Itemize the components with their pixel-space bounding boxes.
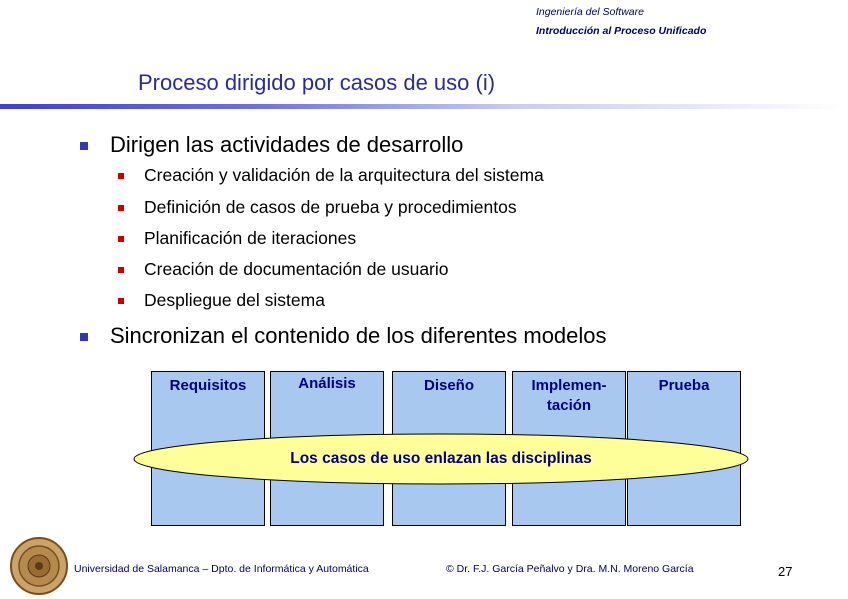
course-header: Ingeniería del Software: [536, 6, 644, 18]
bullet-square-icon: [118, 267, 124, 273]
sub-bullet-text: Planificación de iteraciones: [144, 228, 357, 248]
sub-bullet-text: Creación de documentación de usuario: [144, 259, 449, 279]
discipline-box-requisitos: Requisitos: [151, 371, 265, 526]
bullet-text: Sincronizan el contenido de los diferentes modelos: [110, 323, 607, 348]
bullet-text: Dirigen las actividades de desarrollo: [110, 132, 464, 157]
discipline-box-diseno: Diseño: [392, 371, 506, 526]
slide-title: Proceso dirigido por casos de uso (i): [138, 70, 496, 95]
discipline-box-implementacion: Implemen- tación: [512, 371, 626, 526]
bullet-square-icon: [118, 205, 124, 211]
footer-university: Universidad de Salamanca – Dpto. de Informática y Automática: [74, 563, 369, 575]
bullet-square-icon: [118, 236, 124, 242]
bullet-square-icon: [118, 298, 124, 304]
bullet-square-icon: [80, 333, 88, 341]
page-number: 27: [778, 564, 793, 579]
bullet-square-icon: [80, 142, 88, 150]
discipline-box-prueba: Prueba: [627, 371, 741, 526]
footer-authors: © Dr. F.J. García Peñalvo y Dra. M.N. Moreno García: [446, 563, 694, 575]
title-underline: [0, 104, 848, 109]
sub-bullet-text: Definición de casos de prueba y procedimientos: [144, 197, 517, 217]
ellipse-label: Los casos de uso enlazan las disciplinas: [290, 450, 592, 467]
sub-bullet-text: Despliegue del sistema: [144, 290, 325, 310]
sub-bullet-text: Creación y validación de la arquitectura del sistema: [144, 165, 544, 185]
university-seal-icon: [8, 536, 70, 596]
discipline-box-analisis: Análisis: [270, 371, 384, 526]
bullet-square-icon: [118, 173, 124, 179]
section-header: Introducción al Proceso Unificado: [536, 25, 707, 37]
